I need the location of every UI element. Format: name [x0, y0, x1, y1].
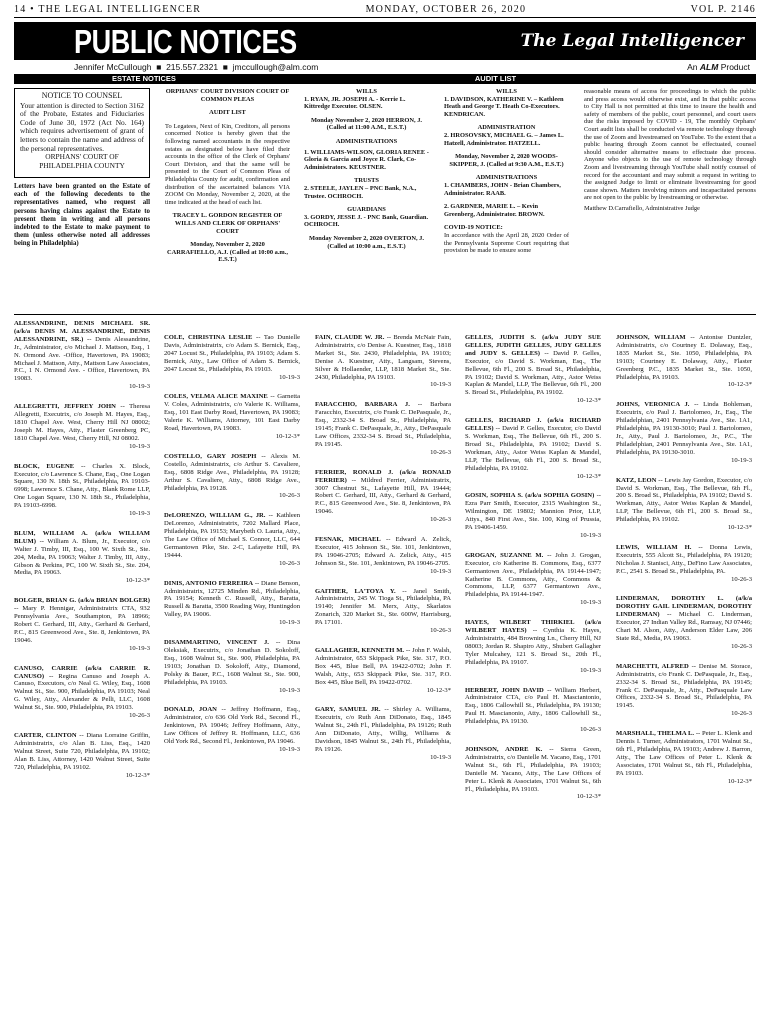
estate-notice: [164, 334, 300, 393]
publication-date: 10-19-3: [580, 666, 601, 674]
publication-date: 10-12-3*: [727, 381, 752, 389]
covid-heading: COVID-19 NOTICE:: [444, 224, 503, 232]
audit-list-title: AUDIT LIST: [209, 109, 246, 117]
decedent-name: CANUSO, CARRIE (a/k/a CARRIE R. CANUSO): [14, 664, 150, 680]
letters-granted-text: Letters have been granted on the Estate of each of the following decedents to the representatives named, who request all persons having claims against the Estate to present them in writing and all persons indebted to the Estate to make payment to them (unless otherwise noted all addresses being in Philadelphia): [14, 183, 150, 248]
alm-logo: ALM: [699, 62, 719, 72]
trusts-heading: TRUSTS: [354, 177, 379, 185]
administration-heading: ADMINISTRATION: [477, 124, 536, 132]
publication-date: 10-26-3: [279, 559, 300, 567]
notice-text: -- Mary P. Hennigar, Administratrix CTA, 932 Pennsylvania Ave., Southampton, PA 18966; Robert C. Gerhard, III, Atty., Gerhard & Gerhard, P.C., 815 Greenwood Ave., Ste. 8, Jenkintown, PA 19046.: [14, 605, 150, 644]
notice-text: -- William Herbert, Administrator CTA, c/o Paul H. Masciantonio, Esq., 1806 Callowhill St., Philadelphia, PA 19130; Paul H. Mascianonio, Atty., 1806 Callowhill St., Philadelphia, PA 19130.: [465, 686, 601, 726]
decedent-name: ALLEGRETTI, JEFFREY JOHN: [14, 403, 116, 411]
publication-date: 10-26-3: [731, 710, 752, 718]
decedent-name: DeLORENZO, WILLIAM G., JR.: [164, 512, 266, 520]
section-divider: [14, 314, 756, 315]
administrations-entry-2: 1. CHAMBERS, JOHN - Brian Chambers, Administrator. RAAB.: [444, 181, 561, 197]
decedent-name: LEWIS, WILLIAM H.: [616, 543, 692, 551]
decedent-name: BLOCK, EUGENE: [14, 462, 75, 470]
publication-date: 10-26-3: [731, 642, 752, 650]
notice-text: -- Denise M. Storace, Administratrix, c/o Frank C. DePasquale, Jr., Esq., 2332-34 S. Broad St., Philadelphia, PA 19145; Frank C. DePasquale, Jr., Atty., DePasquale Law Offices, 2332-34 S. Broad St., Philadelphia, PA 19145.: [616, 662, 752, 710]
decedent-name: FAIN, CLAUDE W. JR.: [315, 334, 385, 341]
notice-text: -- Peter L. Klenk and Dennis I. Turner, Administrators, 1701 Walnut St., 6th Fl., Philadelphia, PA 19103; Andrew J. Barron, Atty., The Law Offices of Peter L. Klenk & Associates, 1701 Walnut St., 6th Fl., Philadelphia, PA 19103.: [616, 730, 752, 777]
decedent-name: GALLAGHER, KENNETH M.: [315, 647, 405, 654]
brand-logo: The Legal Intelligencer: [520, 31, 744, 51]
estate-notice: [14, 597, 150, 664]
decedent-name: BLUM, WILLIAM A. (a/k/a WILLIAM BLUM): [14, 529, 150, 545]
decedent-name: MARSHALL, THELMA L.: [616, 730, 695, 738]
notice-text: -- Alexis M. Costello, Administratrix, c/o Arthur S. Cavaliere, Esq., 6808 Ridge Ave., Philadelphia, PA 19128; Arthur S. Cavaliere, Atty., 6808 Ridge Ave., Philadelphia, PA 19128.: [164, 452, 300, 492]
estate-column-4: [465, 334, 601, 813]
publication-date: 10-19-3: [580, 531, 601, 539]
publication-date: 10-26-3: [279, 492, 300, 500]
notice-heading: NOTICE TO COUNSEL: [41, 91, 123, 100]
notice-court: ORPHANS' COURT OF PHILADELPHIA COUNTY: [39, 152, 125, 170]
page-label: 14 • THE LEGAL INTELLIGENCER: [14, 4, 202, 15]
estate-notice: [616, 544, 752, 596]
notice-text: -- Janel Smith, Administratrix, 245 W. Tioga St., Philadelphia, PA 19140; Jennifer M. Merx, Atty., Skarlatos Zonarich, 320 Market St., Ste. 600W, Harrisburg, PA 17101.: [315, 587, 451, 627]
notice-text: -- John J. Grogan, Executor, c/o Katherine B. Commons, Esq., 6377 Germantown Ave., Philadelphia, PA 19144-1947; Katherine B. Commons, Atty., Commons & Commons, LLP, 6377 Germantown Ave., Philadelphia, PA 19144-1947.: [465, 551, 601, 599]
notice-text: -- Cynthia K. Hayes, Administratrix, 484 Browning Ln., Cherry Hill, NJ 08003; Jordan R. Shapiro Atty., Shubert Gallagher Tyler Mulcahey, 121 S. Broad St., 20th Fl., Philadelphia, PA 19107.: [465, 627, 602, 666]
estate-notice: [315, 401, 451, 468]
publication-date: 10-26-3: [430, 627, 451, 635]
publication-date: 10-19-3: [430, 567, 451, 575]
decedent-name: GARY, SAMUEL JR.: [315, 706, 381, 714]
estate-column-2: [164, 334, 300, 766]
issue-date: MONDAY, OCTOBER 26, 2020: [365, 4, 527, 15]
publication-date: 10-12-3*: [125, 771, 150, 779]
audit-col-3: [444, 88, 569, 255]
audit-date-3: Monday November 2, 2020 OVERTON, J. (Called at 10:00 a.m., E.S.T.): [309, 234, 424, 250]
estate-notice: [465, 552, 601, 619]
estate-column-1: [14, 320, 150, 791]
wills-heading: WILLS: [356, 88, 377, 95]
estate-column-5: [616, 334, 752, 798]
contact-line: [14, 61, 756, 73]
contact-email: jmccullough@alm.com: [232, 62, 319, 72]
estate-notice: [315, 536, 451, 588]
estate-notice: [616, 663, 752, 730]
estate-notice: [616, 401, 752, 476]
trusts-entry: 2. STEELE, JAYLEN – PNC Bank, N.A., Trustee. OCHROCH.: [304, 184, 417, 200]
estate-notice: [164, 512, 300, 579]
decedent-name: JOHNSON, WILLIAM: [616, 334, 686, 341]
estate-notice: [14, 403, 150, 462]
notice-text: -- Regina Canuso and Joseph A. Canuso, Executors, c/o Neal G. Wiley, Esq., 1608 Walnut St., Ste. 900, Philadelphia, PA 19103; Neal G. Wiley, Atty., Alexander & Pelli, LLC, 1608 Walnut St., Ste. 900, Philadelphia, PA 19103.: [14, 672, 150, 712]
page-title: PUBLIC NOTICES: [74, 23, 297, 60]
notice-text: -- Donna Lewis, Executrix, 555 Alcott St., Philadelphia, PA 19120; Nicholas J. Stanisci, Atty., DeFino Law Associates, P.C., 2541 S. Broad St., Philadelphia, PA.: [616, 543, 753, 575]
estate-notice: [14, 732, 150, 791]
administrative-judge: Matthew D.Carrafiello, Administrative Judge: [584, 204, 700, 212]
notice-text: -- David P. Gelles, Executor, c/o David S. Workman, Esq., The Bellevue, 6th Fl., 200 S. Broad St., Philadelphia, PA 19102; David S. Workman, Atty., Astor Weiss Kaplan & Mandel, LLP, The Bellevue, 6th Fl., 200 S. Broad St., Philadelphia, PA 19102.: [465, 425, 601, 472]
notice-text: -- Edward A. Zelick, Executor, 415 Johnson St., Ste. 101, Jenkintown, PA 19046-2705; Edward A. Zelick, Atty., 415 Johnson St., Ste. 101, Jenkintown, PA 19046-2705.: [315, 536, 452, 567]
public-notices-banner: [14, 22, 756, 60]
publication-date: 10-19-3: [279, 745, 300, 753]
estate-notice: [164, 706, 300, 765]
notice-text: -- Theresa Allegretti, Executrix, c/o Joseph M. Hayes, Esq., 1810 Chapel Ave. West, Cherry Hill NJ 08002; Joseph M. Hayes, Atty., Flaster Greenberg PC, 1810 Chapel Ave. West, Cherry Hill, NJ 08002.: [14, 403, 151, 442]
estate-notice: [315, 647, 451, 706]
publication-date: 10-26-3: [430, 448, 451, 456]
publication-date: 10-12-3*: [576, 397, 601, 405]
decedent-name: HERBERT, JOHN DAVID: [465, 686, 544, 694]
administrations-heading-2: ADMINISTRATIONS: [475, 174, 538, 182]
audit-date-4: Monday, November 2, 2020 WOODS-SKIPPER, J. (Called at 9:30 A.M., E.S.T.): [449, 153, 564, 168]
estate-notice: [14, 665, 150, 732]
alm-product-label: An ALM Product: [687, 62, 750, 72]
publication-date: 10-12-3*: [576, 472, 601, 480]
audit-col-4: [584, 88, 756, 213]
publication-date: 10-12-3*: [426, 686, 451, 694]
audit-to-legatees: To Legatees, Next of Kin, Creditors, all persons concerned Notice is hereby given that the following named accountants in the respective estates as designated below have filed their accounts in the office of the Clerk of Orphans' Court Division, and that the same will be presented to the Court of Common Pleas of Philadelphia County for audit, confirmation and distribution of the ascertained balances VIA ZOOM On Monday, November 2, 2020, at the time indicated at the head of each list.: [165, 122, 290, 206]
decedent-name: JOHNS, VERONICA J.: [616, 401, 690, 409]
notice-text: -- Shirley A. Williams, Executrix, c/o Ruth Ann DiDonato, Esq., 1845 Walnut St., 24th Fl., Philadelphia, PA 19126; Ruth Ann DiDonato, Atty., Willig, Williams & Davidson, 1845 Walnut St., 24th Fl., Philadelphia, PA 19126.: [315, 706, 451, 753]
notice-text: -- Kathleen DeLorenzo, Administratrix, 7202 Mallard Place, Philadelphia, PA 19153; Marybeth O. Lauria, Atty., The Law Office of Michael S. Connor, LLC, 644 Germantown Pike, Ste. 2-C, Lafayette Hill, PA 19444.: [164, 512, 300, 559]
guardians-heading: GUARDIANS: [347, 206, 386, 214]
masthead-topline: [14, 4, 756, 18]
estate-notice: [315, 706, 451, 773]
covid-continued: reasonable means of access for proceedings to which the public and press access would otherwise exist, and In that public access to City Hall is not permitted at this time to insure the health and safety of members of the public, court personnel, and court users due the risks imposed by COVID - 19, The monthly Orphans' Court audit lists shall be conducted via remote technology through the use of Zoom and livestreamed on YouTube. To the extent that a public hearing through Zoom cannot be effectuated, counsel should consider alternative means to effectuate due process. Anyone who objects to the use of remote technology through Zoom and livestreaming through YouTube shall notify counsel of record for the accountant and may submit a request in writing to the assigned Judge to limit or eliminate livestreaming for good cause shown. Matters involving minors and incapacitated persons are not open to the public by livestreaming or otherwise.: [584, 88, 756, 202]
guardians-entry: 3. GORDY, JESSE J. - PNC Bank, Guardian. OCHROCH.: [304, 213, 429, 229]
notice-text: -- Denis Alessandrine, Jr., Administrator, c/o Michael J. Mattson, Esq., 1 N. Ormond Ave. -Office, Havertown, PA 19083; Michael J. Mattson, Atty., Mattson Law Associates, P.C., 1 N. Ormond Ave. - Office, Havertown, PA 19083.: [14, 335, 151, 383]
decedent-name: FARACCHIO, BARBARA J.: [315, 401, 410, 409]
audit-court-head: ORPHANS' COURT DIVISION COURT OF COMMON PLEAS: [165, 88, 290, 103]
administrations-entry-3: 2. GARDNER, MARIE L. – Kevin Greenberg, Administrator. BROWN.: [444, 203, 545, 218]
decedent-name: DONALD, JOAN: [164, 706, 217, 714]
wills-entry: 1. RYAN, JR. JOSEPH A. - Kerrie L. Kittredge Executor. OLSEN.: [304, 95, 406, 111]
publication-date: 10-12-3*: [275, 432, 300, 440]
notice-text: -- Garnetta V. Coles, Administratrix, c/o Valerie K. Williams, Esq., 101 East Darby Road, Havertown, PA 19083; Valerie K. Williams, Attorney, 101 East Darby Road, Havertown, PA 19083.: [164, 393, 300, 433]
decedent-name: DISAMMARTINO, VINCENT J.: [164, 639, 269, 647]
estate-notice: [465, 334, 601, 417]
estate-notice: [164, 453, 300, 512]
decedent-name: JOHNSON, ANDRE K.: [465, 745, 543, 753]
decedent-name: FERRIER, RONALD J. (a/k/a RONALD FERRIER): [315, 468, 451, 484]
publication-date: 10-19-3: [430, 753, 451, 761]
estate-notice: [164, 639, 300, 706]
estate-notice: [14, 320, 150, 403]
audit-col-2: [304, 88, 429, 250]
publication-date: 10-19-3: [129, 442, 150, 450]
notice-text: -- Linda Bohleman, Executrix, c/o Paul J. Bartolomeo, Jr., Esq., The Philadelphian, 2401 Pennsylvania Ave., Ste. 1A1, Philadelphia, PA 19130-3010; Paul J. Bartolomeo, Jr., Atty., Paul J. Bartolomeo, Jr., P.C., The Philadelphian, 2401 Pennsylvania Ave., Ste. 1A1, Philadelphia, PA 19130-3010.: [616, 401, 752, 456]
notice-text: -- Diane Benson, Administratrix, 12725 Minden Rd., Philadelphia, PA 19154; Kenneth C. Russell, Atty., Baratta, Russell & Baratta, 3500 Reading Way, Huntingdon Valley, PA 19006.: [164, 579, 300, 619]
estate-notice: [465, 746, 601, 813]
audit-date-1: Monday, November 2, 2020 CARRAFIELLO, A.J. (Called at 10:00 a.m., E.S.T.): [167, 241, 288, 264]
notice-text: -- Mildred Ferrier, Administratrix, 3007 Chestnut St., Lafayette Hill, PA 19444; Robert C. Gerhard, III, Atty., Gerhard & Gerhard, P.C., 815 Greenwood Ave., Ste. 8, Jenkintown, PA 19046.: [315, 476, 451, 516]
notice-to-counsel-box: [14, 88, 150, 178]
notice-text: -- Brenda McNair Fain, Administratrix, c/o Denise A. Kuestner, Esq., 1818 Market St., Ste. 2430, Philadelphia, PA 19103; Denise A. Kuestner, Atty., Langsam, Stevens, Silver & Hollaender, LLP, 1818 Market St., Ste. 2430, Philadelphia, PA 19103.: [315, 334, 452, 381]
notice-text: -- Tao Dunielle Davis, Administratrix, c/o Adam S. Bernick, Esq., 2047 Locust St., Philadelphia, PA 19103; Adam S. Bernick, Atty., Law Office of Adam S. Bernick, 2047 Locust St., Philadelphia, PA 19103.: [164, 334, 301, 373]
decedent-name: MARCHETTI, ALFRED: [616, 662, 689, 670]
decedent-name: GELLES, JUDITH S. (a/k/a JUDY SUE GELLES, JUDITH GELLES, JUDY GELLES and JUDY S. GELLES): [465, 334, 601, 357]
decedent-name: KATZ, LEON: [616, 476, 657, 484]
estate-notice: [14, 530, 150, 597]
publication-date: 10-19-3: [430, 381, 451, 389]
notice-text: -- Dina Oleksiak, Executrix, c/o Jonathan D. Sokoloff, Esq., 1608 Walnut St., Ste. 900, Philadelphia, PA 19103; Jonathan D. Sokoloff, Atty., Diamond, Polsky & Bauer, P.C., 1608 Walnut St., Ste. 900, Philadelphia, PA 19103.: [164, 639, 300, 686]
decedent-name: GELLES, RICHARD J. (a/k/a RICHARD GELLES): [465, 417, 601, 433]
decedent-name: GOSIN, SOPHIA S. (a/k/a SOPHIA GOSIN): [465, 492, 595, 500]
estate-notice: [616, 334, 752, 401]
audit-col-1: [165, 88, 290, 264]
decedent-name: LINDERMAN, DOROTHY L. (a/k/a DOROTHY GAIL LINDERMAN, DOROTHY LINDERMAN): [616, 595, 752, 619]
estate-notice: [616, 730, 752, 797]
audit-date-2: Monday November 2, 2020 HERRON, J. (Called at 11:00 A.M., E.S.T.): [310, 116, 422, 132]
notice-text: -- Michael C. Linderman, Executor, 27 Indian Valley Rd., Ramsay, NJ 07446; Chari M. Alson, Atty., Anderson Elder Law, 206 State Rd., Media, PA 19063.: [616, 611, 752, 642]
publication-date: 10-19-3: [279, 373, 300, 381]
notice-text: -- John F. Walsh, Administrator, 653 Skippack Pike, Ste. 317, P.O. Box 445, Blue Bell, PA 19422-0702; John F. Walsh, Atty., 653 Skippack Pike, Ste. 317, P.O. Box 445, Blue Bell, PA 19422-0702.: [315, 647, 451, 686]
publication-date: 10-19-3: [731, 456, 752, 464]
wills-heading-2: WILLS: [496, 88, 517, 95]
contact-info: Jennifer McCullough ■ 215.557.2321 ■ jmccullough@alm.com: [74, 62, 319, 72]
contact-phone: 215.557.2321: [166, 62, 219, 72]
volume-label: VOL P. 2146: [690, 4, 756, 15]
notice-text: -- William A. Blum, Jr., Executor, c/o Walter J. Timby, III, Esq., 100 W. Sixth St., Ste. 204, Media, PA 19063; Walter J. Timby, III, Atty., Gibson & Perkins, PC, 100 W. Sixth St., Ste. 204, Media, PA 19063.: [14, 537, 150, 577]
decedent-name: COLES, VELMA ALICE MAXINE: [164, 393, 268, 401]
estate-notice: [616, 477, 752, 544]
audit-list-header: AUDIT LIST: [235, 74, 756, 84]
publication-date: 10-19-3: [279, 686, 300, 694]
notice-text: -- Sierra Green, Administratrix, c/o Danielle M. Yacano, Esq., 1701 Walnut St., 6th Fl., Philadelphia, PA 19103; Danielle M. Yacano, Atty., The Law Offices of Peter L. Klenk & Associates, 1701 Walnut St., 6th Fl., Philadelphia, PA 19103.: [465, 745, 601, 793]
estate-notice: [164, 393, 300, 452]
decedent-name: FESNAK, MICHAEL: [315, 536, 381, 544]
decedent-name: HAYES, WILBERT THIRKIEL (a/k/a WILBERT HAYES): [465, 619, 601, 635]
publication-date: 10-19-3: [129, 383, 150, 391]
audit-register: TRACEY L. GORDON REGISTER OF WILLS AND CLERK OF ORPHANS' COURT: [172, 212, 283, 235]
publication-date: 10-19-3: [129, 644, 150, 652]
notice-text: -- Barbara Faracchio, Executrix, c/o Frank C. DePasquale, Jr., Esq., 2332-34 S. Broad St., Philadelphia, PA 19145; Frank C. DePasquale, Jr., Atty., DePasquale Law Offices, 2332-34 S. Broad St., Philadelphia, PA 19145.: [315, 401, 451, 448]
decedent-name: GAITHER, LA'TOYA Y.: [315, 587, 396, 595]
estate-notice: [315, 469, 451, 536]
estate-notice: [315, 588, 451, 647]
administrations-heading: ADMINISTRATIONS: [335, 137, 398, 145]
publication-date: 10-12-3*: [125, 577, 150, 585]
publication-date: 10-12-3*: [727, 777, 752, 785]
notice-text: -- David P. Gelles, Executor, c/o David S. Workman, Esq., The Bellevue, 6th Fl., 200 S. Broad St., Philadelphia, PA 19102; David S. Workman, Atty., Astor Weiss Kaplan & Mandel, LLP, The Bellevue, 6th Fl., 200 S. Broad St., Philadelphia, PA 19102.: [465, 349, 601, 397]
wills-entry-2: 1. DAVIDSON, KATHERINE V. – Kathleen Heath and George T. Heath Co-Executors. KENDRICAN.: [444, 95, 564, 118]
decedent-name: CARTER, CLINTON: [14, 731, 77, 739]
publication-date: 10-19-3: [129, 510, 150, 518]
notice-text: -- Ezra Parr Smith, Executor, 2315 Washington St., Wilmington, DE 19802; Mannion Prior, LLP, Attys., 840 First Ave., Ste. 100, King of Prussia, PA 19406-1459.: [465, 492, 601, 532]
decedent-name: ALESSANDRINE, DENIS MICHAEL SR. (a/k/a DENIS M. ALESSANDRINE, DENIS ALESSANDRINE, SR.): [14, 320, 150, 343]
publication-date: 10-26-3: [731, 575, 752, 583]
notice-text: -- Lewis Jay Gordon, Executor, c/o David S. Workman, Esq., The Bellevue, 6th Fl., 200 S. Broad St., Philadelphia, PA 19102; David S. Workman, Atty., Astor Weiss Kaplan & Mandel, LLP, The Bellevue, 6th Fl., 200 S. Broad St., Philadelphia, PA 19102.: [616, 476, 753, 524]
publication-date: 10-19-3: [580, 599, 601, 607]
notice-text: -- Antonise Duntzler, Administratrix, c/o Courtney E. Dolaway, Esq., 1835 Market St., Ste. 1050, Philadelphia, PA 19103; Courtney E. Dolaway, Atty., Flaster Greenberg P.C., 1835 Market St., Ste. 1050, Philadelphia, PA 19103.: [616, 334, 753, 381]
estate-notices-header: ESTATE NOTICES: [14, 74, 274, 84]
publication-date: 10-26-3: [430, 516, 451, 524]
estate-notice: [315, 334, 451, 401]
covid-body: In accordance with the April 28, 2020 Order of the Pennsylvania Supreme Court requiring that provision be made to ensure some: [444, 231, 569, 255]
decedent-name: COLE, CHRISTINA LESLIE: [164, 334, 253, 341]
estate-notice: [14, 463, 150, 530]
notice-text: -- Diana Lorraine Griffin, Administratrix, c/o Alan B. Liss, Esq., 1420 Walnut Street, Suite 720, Philadelphia, PA 19102; Alan B. Liss, Attorney, 1420 Walnut Street, Suite 720, Philadelphia, PA 19102.: [14, 731, 150, 771]
estate-notice: [465, 687, 601, 746]
decedent-name: DINIS, ANTONIO FERREIRA: [164, 579, 254, 587]
decedent-name: BOLGER, BRIAN G. (a/k/a BRIAN BOLGER): [14, 597, 150, 605]
notice-text: -- Charles X. Block, Executor, c/o Lawrence S. Chane, Esq., One Logan Square, 130 N. 18th St., Philadelphia, PA 19103-6998; Lawrence S. Chane, Atty., Blank Rome LLP, One Logan Square, 130 N. 18th St., Philadelphia, PA 19103-6998.: [14, 462, 150, 510]
publication-date: 10-12-3*: [727, 524, 752, 532]
contact-name: Jennifer McCullough: [74, 62, 152, 72]
decedent-name: COSTELLO, GARY JOSEPH: [164, 452, 257, 460]
publication-date: 10-19-3: [279, 619, 300, 627]
administrations-entry: 1. WILLIAMS-WILSON, GLORIA RENEE - Gloria & Garcia and Joyce R. Clark, Co-Administrators. KEUSTNER.: [304, 148, 429, 171]
publication-date: 10-26-3: [580, 726, 601, 734]
decedent-name: GROGAN, SUZANNE M.: [465, 551, 544, 559]
estate-notice: [465, 492, 601, 551]
publication-date: 10-26-3: [129, 712, 150, 720]
notice-body: Your attention is directed to Section 3162 of the Probate, Estates and Fiduciaries Code of June 30, 1972 (Act No. 164) which requires advertisement of grant of letters to contain the name and address of the personal representatives.: [20, 100, 144, 153]
publication-date: 10-12-3*: [576, 793, 601, 801]
estate-notice: [465, 619, 601, 686]
estate-column-3: [315, 334, 451, 774]
estate-notice: [616, 595, 752, 662]
estate-notice: [164, 580, 300, 639]
estate-notice: [465, 417, 601, 492]
notice-text: -- Jeffrey Hoffmann, Esq., Administrator, c/o 636 Old York Rd., Second Fl., Jenkintown, PA 19046; Jeffrey Hoffmann, Atty., Law Offices of Jeffrey R. Hoffmann, LLC, 636 Old York Rd., Second Fl., Jenkintown, PA 19046.: [164, 706, 300, 746]
administration-entry: 2. HROSOVSKY, MICHAEL G. – James L. Hatzell, Administrator. HATZELL.: [444, 131, 564, 147]
